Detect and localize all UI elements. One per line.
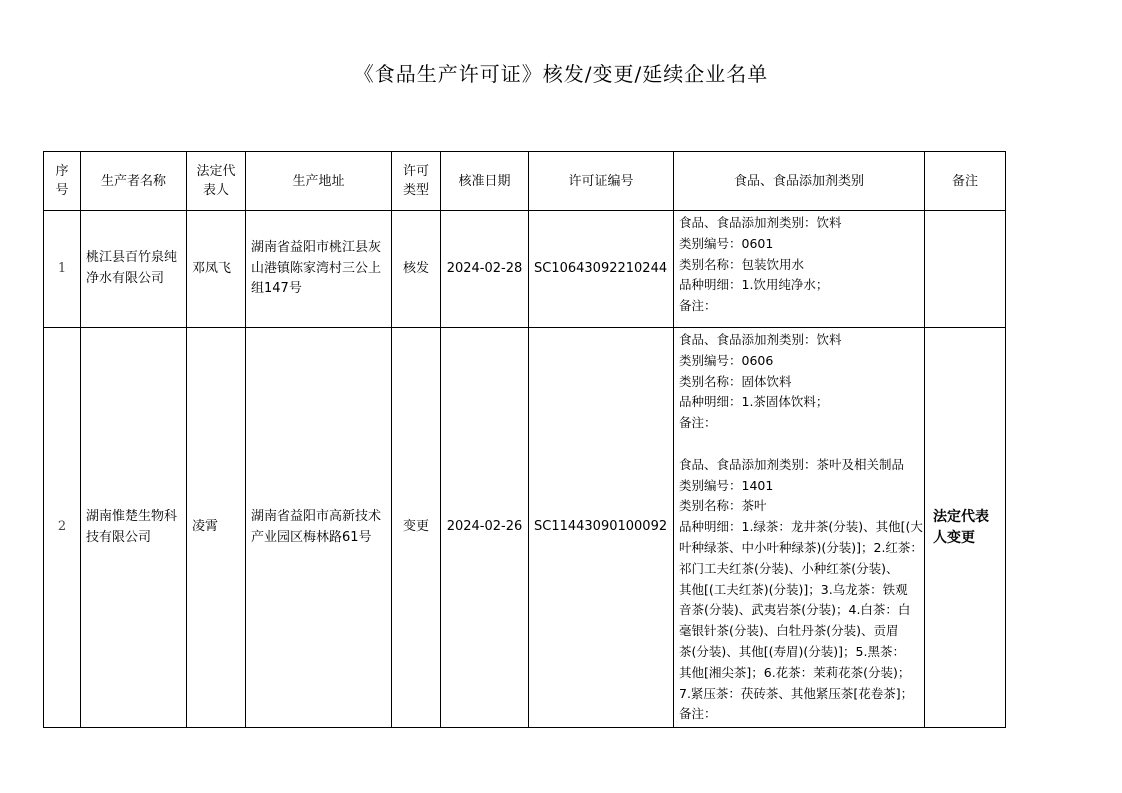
category-line: 茶(分装)、其他[(寿眉)(分装)]；5.黑茶： [679,643,905,659]
approval-date: 2024-02-28 [441,211,529,328]
column-header: 备注 [925,152,1006,211]
row-number: 1 [44,211,81,328]
license-type: 核发 [392,211,441,328]
column-header: 序号 [44,152,81,211]
column-header: 生产地址 [246,152,392,211]
category-line: 类别名称：固体饮料 [679,373,792,389]
production-address: 湖南省益阳市桃江县灰山港镇陈家湾村三公上组147号 [246,211,392,328]
category-line: 类别名称：包装饮用水 [679,256,805,272]
category-line: 备注： [679,706,717,722]
food-categories [674,211,925,328]
column-header: 许可证编号 [529,152,674,211]
legal-representative: 凌霄 [187,328,246,728]
category-line: 类别编号：0606 [679,352,774,368]
production-address: 湖南省益阳市高新技术产业园区梅林路61号 [246,328,392,728]
category-line: 品种明细：1.饮用纯净水； [679,277,829,293]
approval-date: 2024-02-26 [441,328,529,728]
category-line: 毫银针茶(分装)、白牡丹茶(分装)、贡眉 [679,623,899,639]
category-line: 其他[湘尖茶]；6.花茶：茉莉花茶(分装)； [679,664,911,680]
column-header: 核准日期 [441,152,529,211]
table-header [44,152,1006,211]
category-line: 备注： [679,298,717,314]
producer-name: 湖南惟楚生物科技有限公司 [81,328,187,728]
column-header: 食品、食品添加剂类别 [674,152,925,211]
category-line: 食品、食品添加剂类别：饮料 [679,332,842,347]
license-number: SC11443090100092 [529,328,674,728]
column-header: 许可类型 [392,152,441,211]
category-line: 食品、食品添加剂类别：茶叶及相关制品 [679,456,905,472]
category-line: 类别编号：1401 [679,477,774,493]
category-line: 类别编号：0601 [679,235,774,251]
producer-name: 桃江县百竹泉纯净水有限公司 [81,211,187,328]
category-line: 类别名称：茶叶 [679,498,767,514]
remark [925,211,1006,328]
remark: 法定代表人变更 [925,328,1006,728]
legal-representative: 邓凤飞 [187,211,246,328]
page-title: 《食品生产许可证》核发/变更/延续企业名单 [353,62,769,86]
category-line: 品种明细：1.绿茶：龙井茶(分装)、其他[(大 [679,519,923,535]
food-categories [674,328,925,728]
category-line: 音茶(分装)、武夷岩茶(分装)；4.白茶：白 [679,602,911,618]
license-type: 变更 [392,328,441,728]
category-line: 祁门工夫红茶(分装)、小种红茶(分装)、 [679,560,899,576]
license-table [43,151,1006,728]
row-number: 2 [44,328,81,728]
table-row [44,211,1006,328]
category-line [679,434,919,455]
category-line: 7.紧压茶：茯砖茶、其他紧压茶[花卷茶]； [679,685,914,701]
license-number: SC10643092210244 [529,211,674,328]
column-header: 法定代表人 [187,152,246,211]
category-line: 其他[(工夫红茶)(分装)]；3.乌龙茶：铁观 [679,581,908,597]
category-line: 备注： [679,415,717,431]
column-header: 生产者名称 [81,152,187,211]
category-line: 叶种绿茶、中小叶种绿茶)(分装)]；2.红茶： [679,539,923,555]
category-line: 食品、食品添加剂类别：饮料 [679,215,842,230]
category-line: 品种明细：1.茶固体饮料； [679,394,829,410]
table-row [44,328,1006,728]
